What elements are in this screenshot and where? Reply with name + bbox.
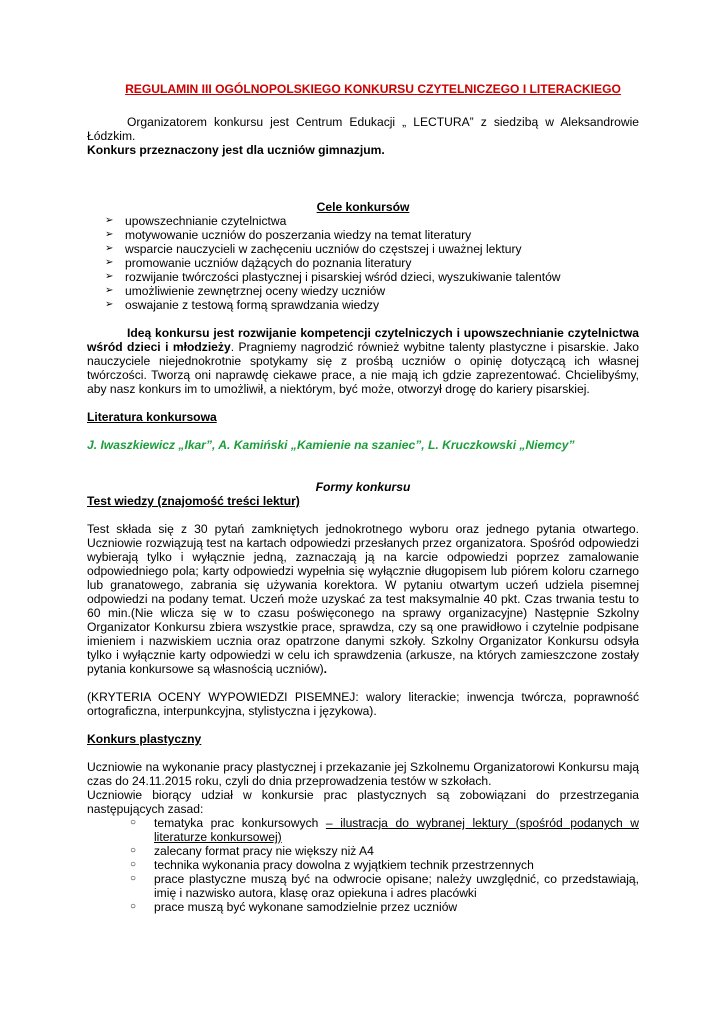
- arrow-bullet-icon: ➢: [105, 229, 114, 240]
- page-title: REGULAMIN III OGÓLNOPOLSKIEGO KONKURSU CZYTELNICZEGO I LITERACKIEGO: [125, 82, 621, 96]
- target-audience: Konkurs przeznaczony jest dla uczniów gimnazjum.: [87, 143, 385, 157]
- circle-bullet-icon: ○: [130, 817, 137, 828]
- circle-bullet-icon: ○: [130, 845, 137, 856]
- list-item: ➢ rozwijanie twórczości plastycznej i pisarskiej wśród dzieci, wyszukiwanie talentów: [105, 270, 561, 284]
- goals-heading: Cele konkursów: [316, 200, 410, 214]
- art-heading: Konkurs plastyczny: [87, 732, 202, 746]
- list-item: ➢ promowanie uczniów dążących do poznania literatury: [105, 256, 412, 270]
- arrow-bullet-icon: ➢: [105, 243, 114, 254]
- literature-list: J. Iwaszkiewicz „Ikar”, A. Kamiński „Kamienie na szaniec”, L. Kruczkowski „Niemcy”: [87, 438, 575, 452]
- list-item: ➢ oswajanie z testową formą sprawdzania wiedzy: [105, 298, 380, 312]
- list-item: ○ prace muszą być wykonane samodzielnie przez uczniów: [130, 900, 458, 914]
- document-page: [87, 82, 639, 914]
- art-rules-list: [87, 816, 639, 914]
- list-item: ➢ wsparcie nauczycieli w zachęceniu uczniów do częstszej i uważnej lektury: [105, 242, 522, 256]
- list-item: ○ prace plastyczne muszą być na odwrocie opisane; należy uwzględnić, co przedstawiają, imię i nazwisko autora, klasę oraz opiekuna i adres placówki: [130, 872, 639, 900]
- circle-bullet-icon: ○: [130, 873, 137, 884]
- list-item: ○ technika wykonania pracy dowolna z wyjątkiem technik przestrzennych: [130, 858, 534, 872]
- organizer-paragraph: Organizatorem konkursu jest Centrum Edukacji „ LECTURA” z siedzibą w Aleksandrowie Łódzkim.: [87, 115, 639, 143]
- arrow-bullet-icon: ➢: [105, 215, 114, 226]
- art-deadline: Uczniowie na wykonanie pracy plastycznej i przekazanie jej Szkolnemu Organizatorowi Konkursu mają czas do 24.11.2015 roku, czyli do dnia przeprowadzenia testów w szkołach.: [87, 760, 639, 788]
- test-heading: Test wiedzy (znajomość treści lektur): [87, 494, 300, 508]
- circle-bullet-icon: ○: [130, 859, 137, 870]
- list-item: ○ zalecany format pracy nie większy niż A4: [130, 844, 374, 858]
- list-item: ➢ umożliwienie zewnętrznej oceny wiedzy uczniów: [105, 284, 386, 298]
- list-item: ○ tematyka prac konkursowych – ilustracja do wybranej lektury (spośród podanych w literaturze konkursowej): [130, 816, 639, 844]
- arrow-bullet-icon: ➢: [105, 257, 114, 268]
- list-item: ➢ upowszechnianie czytelnictwa: [105, 214, 287, 228]
- arrow-bullet-icon: ➢: [105, 271, 114, 282]
- forms-heading: Formy konkursu: [315, 480, 411, 494]
- literature-heading: Literatura konkursowa: [87, 410, 217, 424]
- arrow-bullet-icon: ➢: [105, 299, 114, 310]
- goals-list: [87, 214, 639, 312]
- test-description: Test składa się z 30 pytań zamkniętych jednokrotnego wyboru oraz jednego pytania otwartego. Uczniowie rozwiązują test na kartach odpowiedzi przesłanych przez organizatora. Spośród odpowiedzi wybierają tylko i wyłącznie jedną, zaznaczają ją na karcie odpowiedzi poprzez zamalowanie odpowiedniego pola; karty odpowiedzi wypełnia się wyłącznie długopisem lub piórem koloru czarnego lub granatowego, zabrania się używania korektora. W pytaniu otwartym uczeń udziela pisemnej odpowiedzi na podany temat. Uczeń może uzyskać za test maksymalnie 40 pkt. Czas trwania testu to 60 min.(Nie wlicza się w to czasu poświęconego na sprawy organizacyjne) Następnie Szkolny Organizator Konkursu zbiera wszystkie prace, sprawdza, czy są one prawidłowo i czytelnie podpisane imieniem i nazwiskiem ucznia oraz opatrzone danymi szkoły. Szkolny Organizator Konkursu odsyła tylko i wyłącznie karty odpowiedzi w celu ich sprawdzenia (arkusze, na których zamieszczone zostały pytania konkursowe są własnością uczniów).: [87, 522, 639, 676]
- list-item: ➢ motywowanie uczniów do poszerzania wiedzy na temat literatury: [105, 228, 472, 242]
- arrow-bullet-icon: ➢: [105, 285, 114, 296]
- idea-paragraph: Ideą konkursu jest rozwijanie kompetencji czytelniczych i upowszechnianie czytelnictwa wśród dzieci i młodzieży. Pragniemy nagrodzić również wybitne talenty plastyczne i pisarskie. Jako nauczyciele niejednokrotnie spotykamy się z prośbą uczniów o opinię dotyczącą ich własnej twórczości. Tworzą oni naprawdę ciekawe prace, a nie mają ich gdzie zaprezentować. Chcielibyśmy, aby nasz konkurs im to umożliwił, a niektórym, być może, otworzył drogę do kariery pisarskiej.: [87, 326, 639, 396]
- criteria-paragraph: (KRYTERIA OCENY WYPOWIEDZI PISEMNEJ: walory literackie; inwencja twórcza, poprawność ortograficzna, interpunkcyjna, stylistyczna i językowa).: [87, 690, 639, 718]
- circle-bullet-icon: ○: [130, 901, 137, 912]
- art-rules-intro: Uczniowie biorący udział w konkursie prac plastycznych są zobowiązani do przestrzegania następujących zasad:: [87, 788, 639, 816]
